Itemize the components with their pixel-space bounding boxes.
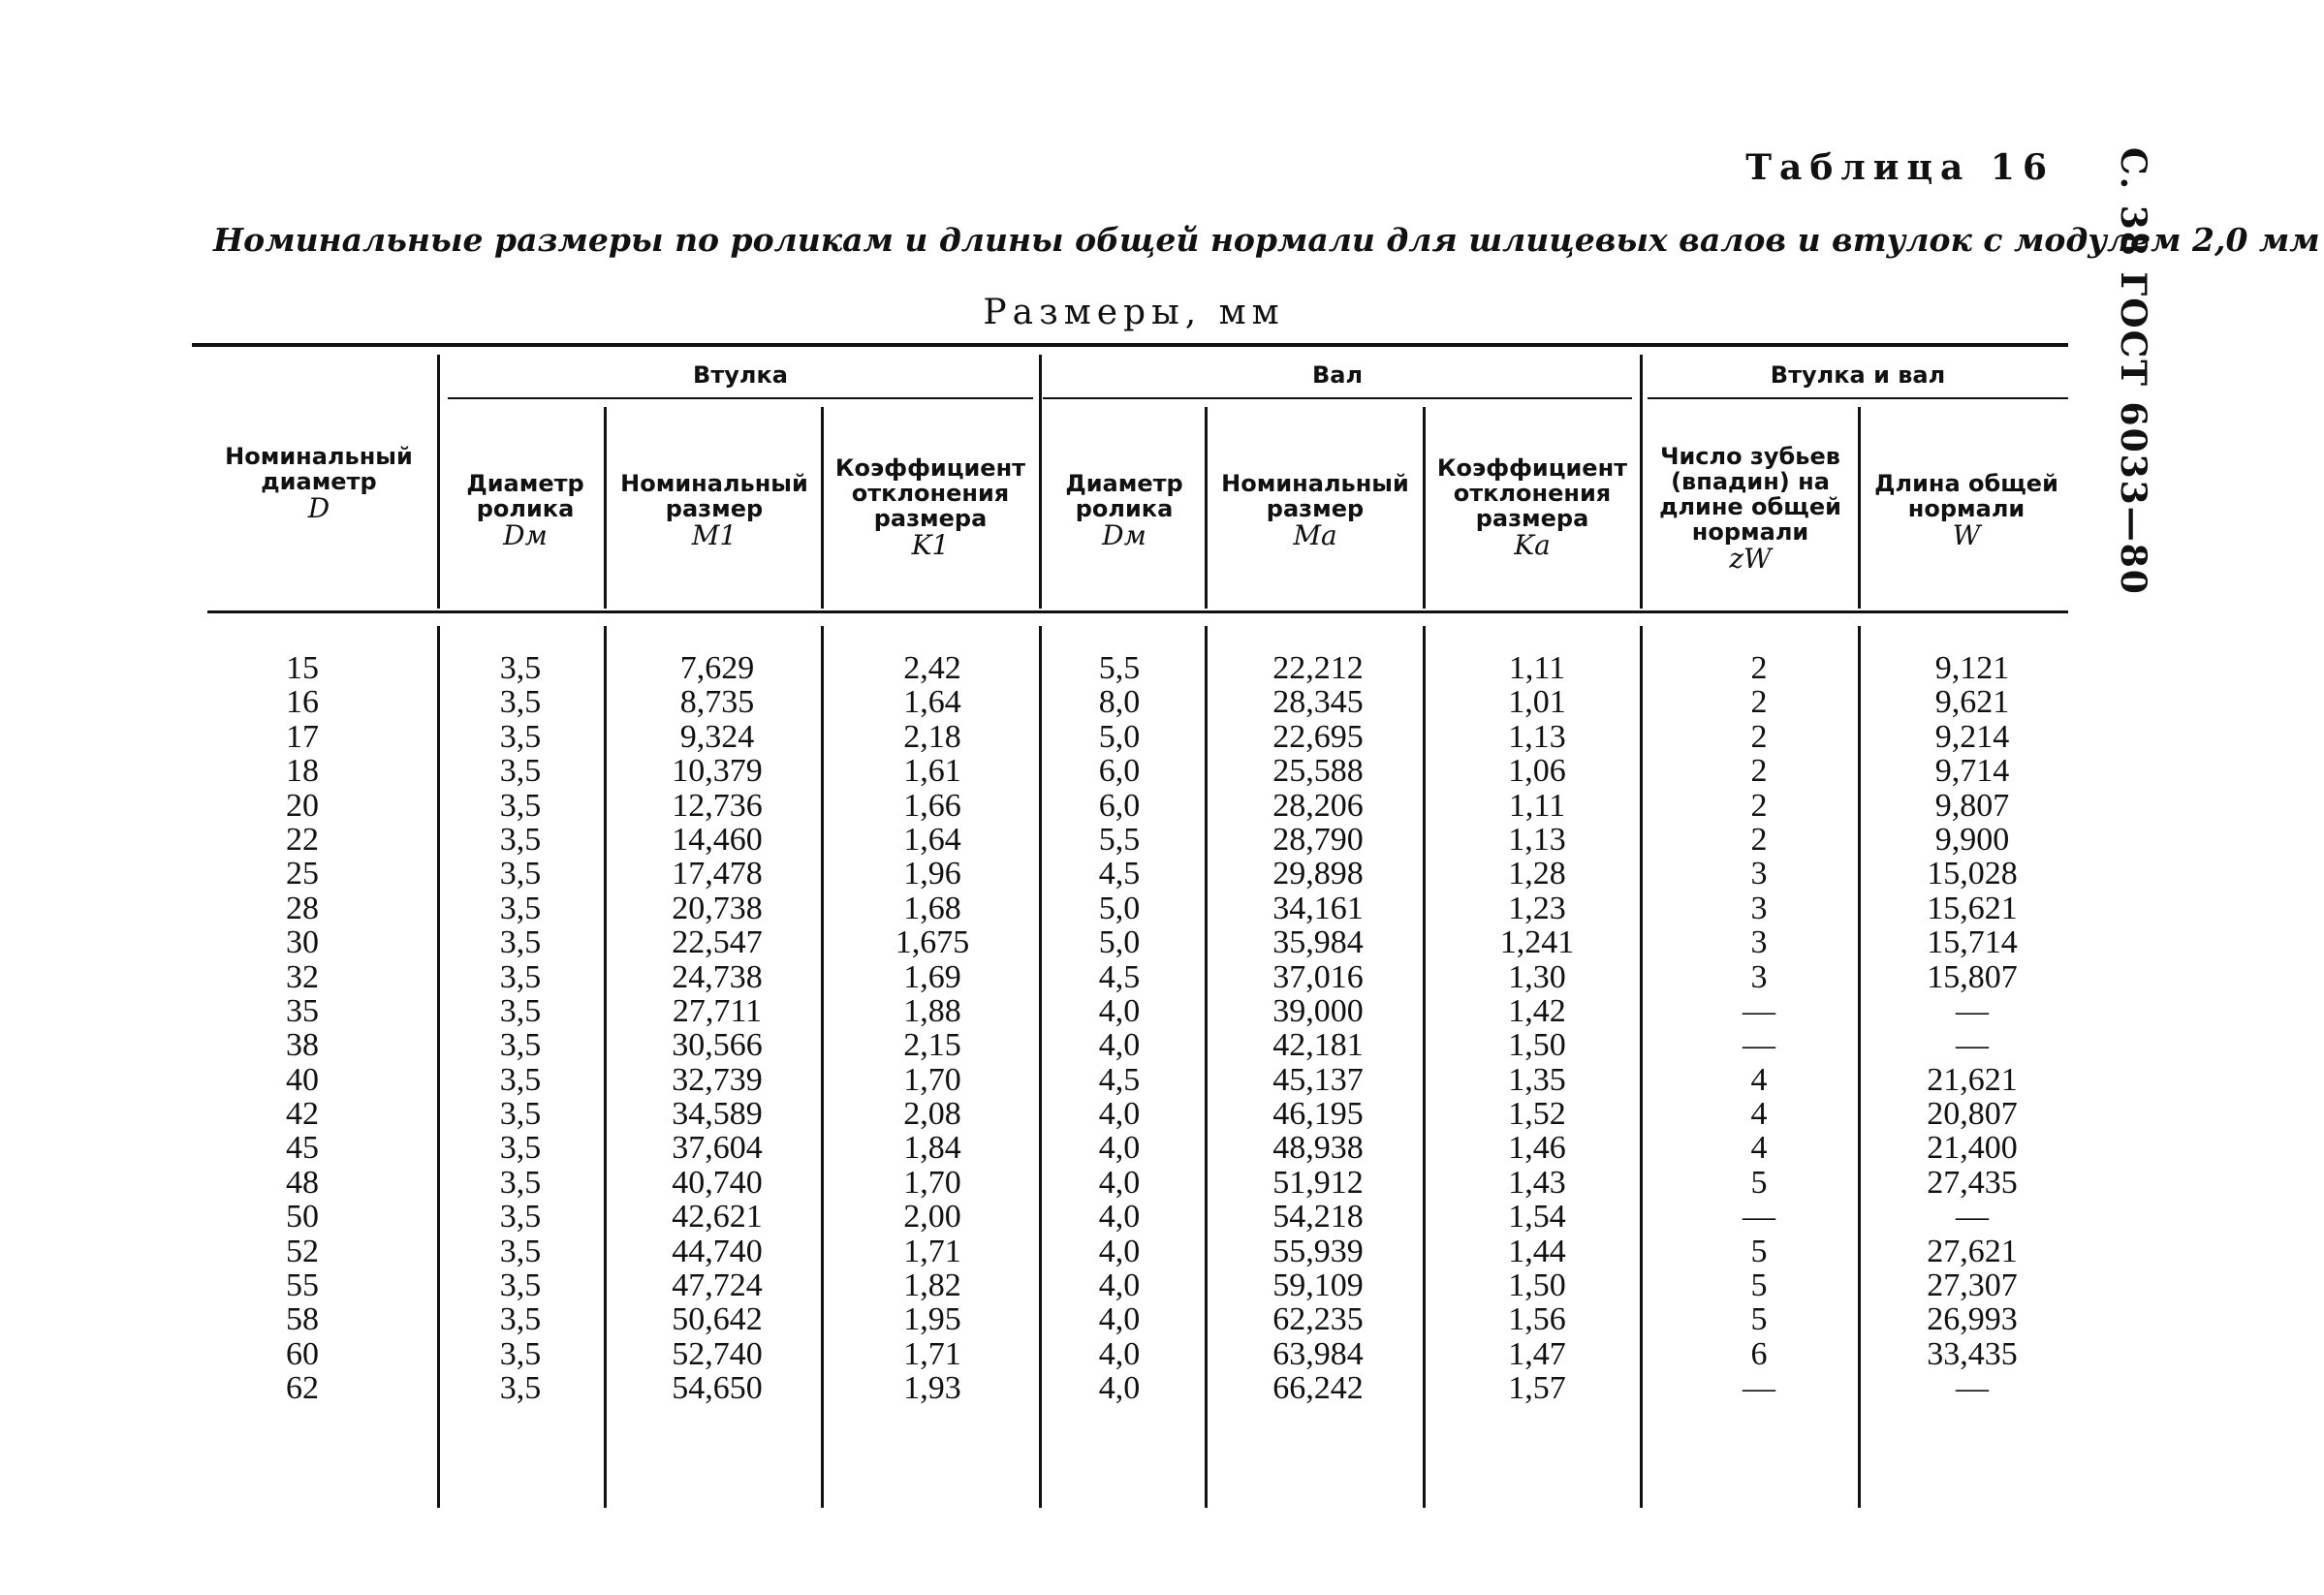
- table-cell: 1,71: [903, 1233, 961, 1269]
- table-cell: 1,30: [1508, 958, 1566, 995]
- table-cell: 2: [1750, 718, 1768, 755]
- table-cell: 20: [286, 787, 319, 824]
- table-cell: 3,5: [499, 753, 542, 790]
- table-cell: 1,57: [1508, 1370, 1566, 1407]
- table-cell: 3,5: [499, 1370, 542, 1407]
- table-cell: 1,56: [1508, 1301, 1566, 1338]
- table-cell: 42,621: [672, 1199, 763, 1235]
- table-cell: 63,984: [1272, 1335, 1364, 1372]
- col-header-bushing-size: [611, 470, 818, 551]
- table-cell: 9,621: [1934, 684, 2010, 721]
- table-cell: 22,547: [672, 924, 763, 961]
- table-cell: 1,61: [903, 753, 961, 790]
- table-cell: 48: [286, 1164, 319, 1201]
- table-cell: 4,0: [1098, 1027, 1141, 1064]
- table-cell: 51,912: [1272, 1164, 1364, 1201]
- vrule: [437, 626, 440, 1508]
- table-cell: 3,5: [499, 1096, 542, 1133]
- table-cell: 3: [1750, 890, 1768, 926]
- table-cell: 5,0: [1098, 718, 1141, 755]
- column-nominal-diameter: [225, 651, 380, 1406]
- table-cell: 7,629: [679, 650, 755, 686]
- group-header-bushing: Втулка: [693, 361, 788, 389]
- table-cell: 1,64: [903, 821, 961, 858]
- table-cell: 22,212: [1272, 650, 1364, 686]
- vrule: [1640, 626, 1643, 1508]
- table-cell: 4,5: [1098, 856, 1141, 892]
- table-cell: 3,5: [499, 958, 542, 995]
- table-cell: 1,50: [1508, 1267, 1566, 1304]
- table-cell: 26,993: [1927, 1301, 2018, 1338]
- page-reference: С. 38 ГОСТ 6033—80: [2113, 147, 2153, 596]
- table-cell: 28: [286, 890, 319, 926]
- table-cell: 4,0: [1098, 1267, 1141, 1304]
- table-cell: 2: [1750, 821, 1768, 858]
- table-cell: 9,324: [679, 718, 755, 755]
- table-cell: 46,195: [1272, 1096, 1364, 1133]
- col-symbol: Dм: [1102, 519, 1146, 551]
- table-cell: 3: [1750, 856, 1768, 892]
- table-cell: 48,938: [1272, 1130, 1364, 1167]
- col-header-bushing-coef: [828, 454, 1033, 561]
- table-cell: 4: [1750, 1061, 1768, 1098]
- table-cell: 42,181: [1272, 1027, 1364, 1064]
- table-cell: 2,00: [903, 1199, 961, 1235]
- table-cell: 27,435: [1927, 1164, 2018, 1201]
- top-rule: [192, 343, 2068, 347]
- table-cell: 17,478: [672, 856, 763, 892]
- col-label: Диаметр ролика: [466, 470, 584, 522]
- col-symbol: D: [307, 492, 330, 524]
- col-label: Число зубьев (впадин) на длине общей нормали: [1659, 443, 1841, 546]
- table-cell: 1,42: [1508, 992, 1566, 1029]
- table-cell: 3,5: [499, 992, 542, 1029]
- table-cell: —: [1743, 992, 1775, 1029]
- table-cell: 24,738: [672, 958, 763, 995]
- table-cell: 21,400: [1927, 1130, 2018, 1167]
- table-cell: 15,714: [1927, 924, 2018, 961]
- table-cell: 3,5: [499, 1233, 542, 1269]
- table-cell: 15: [286, 650, 319, 686]
- table-cell: 2: [1750, 684, 1768, 721]
- col-symbol: M1: [691, 519, 738, 551]
- table-cell: 1,241: [1499, 924, 1575, 961]
- table-cell: 66,242: [1272, 1370, 1364, 1407]
- table-cell: 1,46: [1508, 1130, 1566, 1167]
- table-cell: 44,740: [672, 1233, 763, 1269]
- table-cell: 3,5: [499, 890, 542, 926]
- table-cell: —: [1956, 992, 1989, 1029]
- column-bushing-coef: [835, 651, 1029, 1406]
- table-cell: 34,589: [672, 1096, 763, 1133]
- group-header-both: Втулка и вал: [1770, 361, 1946, 389]
- table-cell: 4,0: [1098, 1370, 1141, 1407]
- table-cell: 4,0: [1098, 1130, 1141, 1167]
- table-cell: 4,0: [1098, 1164, 1141, 1201]
- table-cell: 39,000: [1272, 992, 1364, 1029]
- table-cell: 29,898: [1272, 856, 1364, 892]
- column-bushing-size: [620, 651, 814, 1406]
- table-cell: 4,0: [1098, 992, 1141, 1029]
- table-cell: 10,379: [672, 753, 763, 790]
- table-cell: —: [1956, 1027, 1989, 1064]
- table-cell: 4: [1750, 1096, 1768, 1133]
- table-cell: 50,642: [672, 1301, 763, 1338]
- col-label: Номинальный размер: [620, 470, 808, 522]
- table-cell: 1,82: [903, 1267, 961, 1304]
- table-cell: 2: [1750, 787, 1768, 824]
- table-cell: 32,739: [672, 1061, 763, 1098]
- table-cell: 3,5: [499, 787, 542, 824]
- table-cell: 3,5: [499, 684, 542, 721]
- table-cell: 40,740: [672, 1164, 763, 1201]
- table-cell: 1,675: [895, 924, 970, 961]
- table-cell: 4,0: [1098, 1233, 1141, 1269]
- table-cell: 1,95: [903, 1301, 961, 1338]
- table-cell: 35,984: [1272, 924, 1364, 961]
- table-cell: 1,52: [1508, 1096, 1566, 1133]
- table-cell: 9,807: [1934, 787, 2010, 824]
- table-cell: 25,588: [1272, 753, 1364, 790]
- group-rule-bushing: [448, 397, 1033, 399]
- table-cell: 8,735: [679, 684, 755, 721]
- vrule: [1858, 407, 1861, 609]
- table-cell: 1,44: [1508, 1233, 1566, 1269]
- table-cell: 55: [286, 1267, 319, 1304]
- table-cell: 30: [286, 924, 319, 961]
- table-cell: 15,621: [1927, 890, 2018, 926]
- table-cell: 6,0: [1098, 787, 1141, 824]
- table-cell: 5: [1750, 1267, 1768, 1304]
- table-cell: 1,06: [1508, 753, 1566, 790]
- table-cell: 3,5: [499, 1027, 542, 1064]
- table-cell: 3: [1750, 958, 1768, 995]
- col-label: Коэффициент отклонения размера: [1436, 454, 1628, 532]
- col-header-nominal-diameter: [207, 443, 430, 524]
- table-cell: 4,0: [1098, 1335, 1141, 1372]
- table-cell: 1,70: [903, 1164, 961, 1201]
- table-cell: 2: [1750, 650, 1768, 686]
- column-shaft-size: [1221, 651, 1415, 1406]
- table-cell: 34,161: [1272, 890, 1364, 926]
- table-cell: 33,435: [1927, 1335, 2018, 1372]
- table-cell: 4,0: [1098, 1301, 1141, 1338]
- table-cell: 25: [286, 856, 319, 892]
- col-symbol: zW: [1729, 543, 1772, 575]
- table-cell: 27,621: [1927, 1233, 2018, 1269]
- vrule: [821, 407, 824, 609]
- table-cell: 62,235: [1272, 1301, 1364, 1338]
- table-cell: 1,84: [903, 1130, 961, 1167]
- vrule: [604, 626, 607, 1508]
- vrule: [1423, 407, 1426, 609]
- table-cell: 50: [286, 1199, 319, 1235]
- col-symbol: Ma: [1293, 519, 1337, 551]
- table-cell: 28,345: [1272, 684, 1364, 721]
- table-cell: 2: [1750, 753, 1768, 790]
- table-cell: 1,54: [1508, 1199, 1566, 1235]
- table-cell: 9,121: [1934, 650, 2010, 686]
- table-cell: 55,939: [1272, 1233, 1364, 1269]
- table-cell: 14,460: [672, 821, 763, 858]
- table-cell: 5: [1750, 1301, 1768, 1338]
- table-cell: 1,64: [903, 684, 961, 721]
- column-shaft-roller: [1047, 651, 1192, 1406]
- table-cell: 17: [286, 718, 319, 755]
- table-cell: 60: [286, 1335, 319, 1372]
- table-cell: —: [1743, 1027, 1775, 1064]
- table-cell: 1,69: [903, 958, 961, 995]
- vrule: [437, 355, 440, 609]
- table-cell: 2,15: [903, 1027, 961, 1064]
- table-cell: 21,621: [1927, 1061, 2018, 1098]
- table-cell: 3: [1750, 924, 1768, 961]
- table-cell: —: [1743, 1370, 1775, 1407]
- table-cell: 2,18: [903, 718, 961, 755]
- table-cell: 3,5: [499, 924, 542, 961]
- table-cell: 1,28: [1508, 856, 1566, 892]
- col-label: Номинальный диаметр: [225, 443, 413, 495]
- col-symbol: Dм: [503, 519, 548, 551]
- table-cell: 15,807: [1927, 958, 2018, 995]
- table-cell: 3,5: [499, 650, 542, 686]
- col-label: Диаметр ролика: [1065, 470, 1183, 522]
- table-cell: 5,5: [1098, 821, 1141, 858]
- table-cell: 52,740: [672, 1335, 763, 1372]
- table-cell: 1,96: [903, 856, 961, 892]
- group-rule-both: [1648, 397, 2068, 399]
- table-cell: 8,0: [1098, 684, 1141, 721]
- col-header-teeth-count: [1646, 443, 1855, 575]
- table-cell: 4,5: [1098, 958, 1141, 995]
- table-cell: 1,88: [903, 992, 961, 1029]
- table-cell: 20,738: [672, 890, 763, 926]
- table-cell: 9,714: [1934, 753, 2010, 790]
- table-cell: 1,01: [1508, 684, 1566, 721]
- table-cell: 2,08: [903, 1096, 961, 1133]
- table-cell: 22,695: [1272, 718, 1364, 755]
- table-cell: 1,11: [1508, 650, 1566, 686]
- table-cell: —: [1956, 1199, 1989, 1235]
- table-cell: 38: [286, 1027, 319, 1064]
- table-cell: —: [1956, 1370, 1989, 1407]
- table-cell: 27,711: [672, 992, 763, 1029]
- table-cell: 30,566: [672, 1027, 763, 1064]
- table-cell: 1,13: [1508, 821, 1566, 858]
- col-header-shaft-roller: [1047, 470, 1202, 551]
- table-label: Таблица 16: [1745, 147, 2055, 188]
- col-label: Номинальный размер: [1221, 470, 1409, 522]
- vrule: [1205, 407, 1208, 609]
- table-cell: 9,214: [1934, 718, 2010, 755]
- col-header-normal-length: [1865, 470, 2068, 551]
- table-cell: 1,47: [1508, 1335, 1566, 1372]
- table-cell: 3,5: [499, 1061, 542, 1098]
- col-header-shaft-size: [1211, 470, 1419, 551]
- table-cell: 3,5: [499, 821, 542, 858]
- table-cell: 28,790: [1272, 821, 1364, 858]
- table-cell: 47,724: [672, 1267, 763, 1304]
- table-cell: 45: [286, 1130, 319, 1167]
- col-symbol: Ka: [1514, 529, 1551, 561]
- table-cell: 3,5: [499, 1164, 542, 1201]
- vrule: [821, 626, 824, 1508]
- col-header-shaft-coef: [1429, 454, 1636, 561]
- vrule: [1423, 626, 1426, 1508]
- table-cell: 58: [286, 1301, 319, 1338]
- vrule: [604, 407, 607, 609]
- table-cell: 1,66: [903, 787, 961, 824]
- table-cell: 1,70: [903, 1061, 961, 1098]
- table-cell: 5: [1750, 1164, 1768, 1201]
- table-cell: 18: [286, 753, 319, 790]
- column-normal-length: [1880, 651, 2064, 1406]
- table-cell: 54,650: [672, 1370, 763, 1407]
- group-rule-shaft: [1043, 397, 1632, 399]
- vrule: [1858, 626, 1861, 1508]
- col-symbol: K1: [911, 529, 950, 561]
- table-cell: 6: [1750, 1335, 1768, 1372]
- table-cell: 59,109: [1272, 1267, 1364, 1304]
- table-cell: 37,016: [1272, 958, 1364, 995]
- table-cell: 1,68: [903, 890, 961, 926]
- table-cell: 4,0: [1098, 1096, 1141, 1133]
- table-cell: 62: [286, 1370, 319, 1407]
- col-label: Коэффициент отклонения размера: [834, 454, 1026, 532]
- table-cell: 3,5: [499, 856, 542, 892]
- table-cell: 3,5: [499, 1267, 542, 1304]
- table-cell: 27,307: [1927, 1267, 2018, 1304]
- table-cell: 1,43: [1508, 1164, 1566, 1201]
- table-cell: 4: [1750, 1130, 1768, 1167]
- table-cell: 1,50: [1508, 1027, 1566, 1064]
- table-cell: 1,11: [1508, 787, 1566, 824]
- table-cell: 4,0: [1098, 1199, 1141, 1235]
- table-cell: 5,5: [1098, 650, 1141, 686]
- vrule: [1205, 626, 1208, 1508]
- table-cell: 20,807: [1927, 1096, 2018, 1133]
- column-teeth-count: [1667, 651, 1851, 1406]
- table-cell: 40: [286, 1061, 319, 1098]
- table-cell: 37,604: [672, 1130, 763, 1167]
- column-bushing-roller: [448, 651, 593, 1406]
- table-cell: 1,23: [1508, 890, 1566, 926]
- table-cell: 3,5: [499, 1301, 542, 1338]
- table-cell: 45,137: [1272, 1061, 1364, 1098]
- column-shaft-coef: [1440, 651, 1634, 1406]
- col-label: Длина общей нормали: [1874, 470, 2058, 522]
- col-symbol: W: [1952, 519, 1981, 551]
- vrule: [1640, 355, 1643, 609]
- table-cell: 5,0: [1098, 890, 1141, 926]
- table-cell: 1,35: [1508, 1061, 1566, 1098]
- table-cell: 28,206: [1272, 787, 1364, 824]
- table-cell: 5: [1750, 1233, 1768, 1269]
- table-cell: 16: [286, 684, 319, 721]
- table-cell: 54,218: [1272, 1199, 1364, 1235]
- table-cell: 1,93: [903, 1370, 961, 1407]
- table-cell: 3,5: [499, 1199, 542, 1235]
- table-cell: 1,13: [1508, 718, 1566, 755]
- table-cell: —: [1743, 1199, 1775, 1235]
- vrule: [1039, 626, 1042, 1508]
- group-header-shaft: Вал: [1311, 361, 1364, 389]
- table-cell: 3,5: [499, 718, 542, 755]
- table-cell: 9,900: [1934, 821, 2010, 858]
- table-cell: 5,0: [1098, 924, 1141, 961]
- table-cell: 4,5: [1098, 1061, 1141, 1098]
- table-cell: 1,71: [903, 1335, 961, 1372]
- table-cell: 15,028: [1927, 856, 2018, 892]
- table-cell: 42: [286, 1096, 319, 1133]
- vrule: [1039, 355, 1042, 609]
- table-cell: 3,5: [499, 1130, 542, 1167]
- table-cell: 6,0: [1098, 753, 1141, 790]
- col-header-bushing-roller: [448, 470, 603, 551]
- table-title: Номинальные размеры по роликам и длины общей нормали для шлицевых валов и втулок с модулем 2,0 мм: [213, 221, 2320, 259]
- table-cell: 32: [286, 958, 319, 995]
- table-cell: 12,736: [672, 787, 763, 824]
- units-caption: Размеры, мм: [983, 293, 1285, 332]
- table-cell: 52: [286, 1233, 319, 1269]
- table-cell: 35: [286, 992, 319, 1029]
- table-cell: 22: [286, 821, 319, 858]
- header-bottom-rule: [207, 610, 2068, 613]
- table-cell: 2,42: [903, 650, 961, 686]
- table-cell: 3,5: [499, 1335, 542, 1372]
